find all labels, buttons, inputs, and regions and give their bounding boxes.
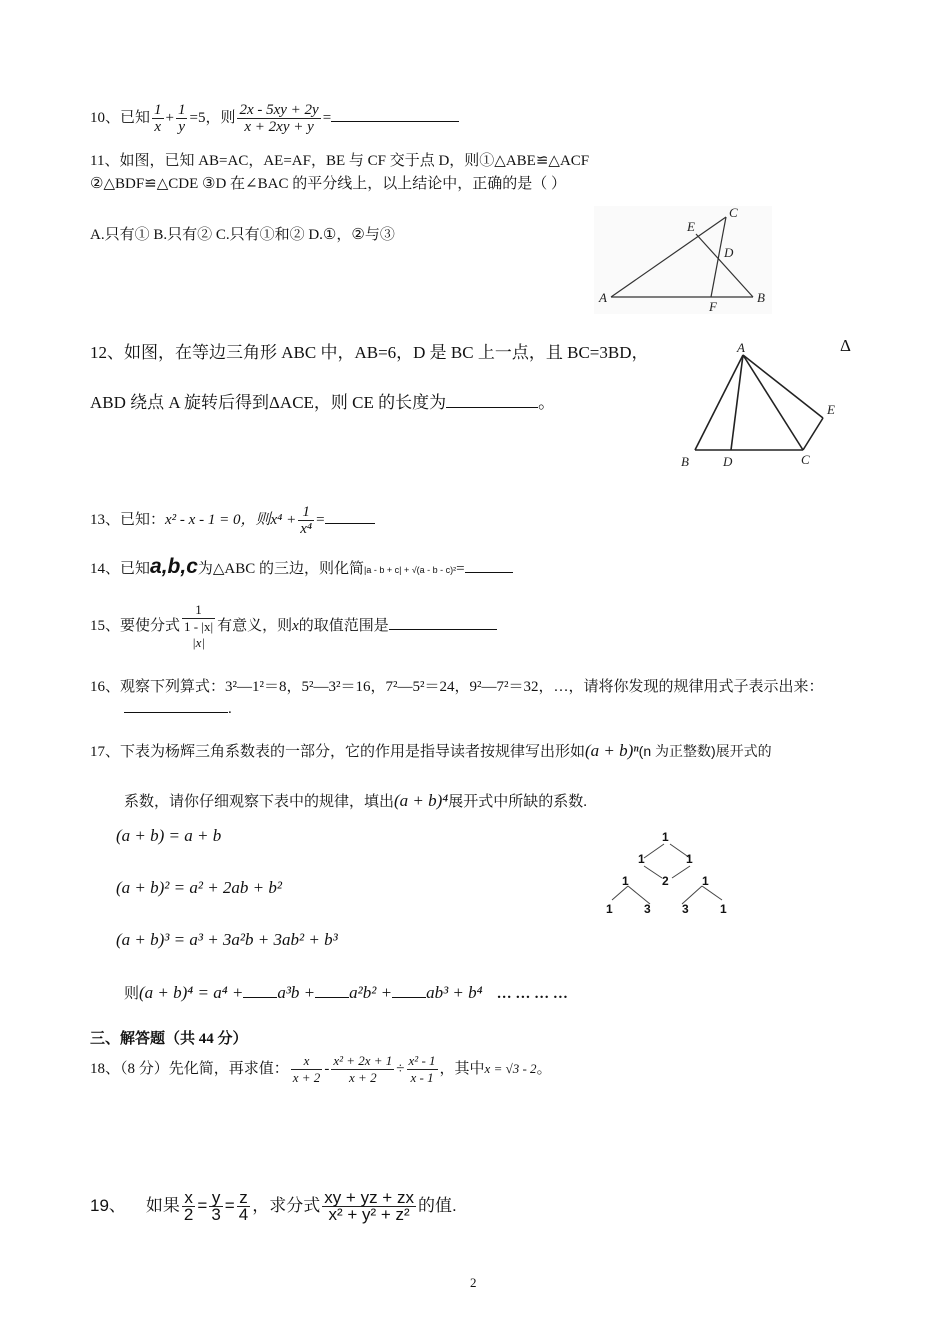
answer-blank-15[interactable]: [389, 615, 497, 630]
q10-fraction-1: $\frac{1}{x}$: [154, 102, 162, 135]
q17-eq-1: (a + b) = a + b: [116, 826, 222, 845]
label-A: A: [599, 290, 607, 305]
q10-prefix: 10、已知: [90, 109, 151, 126]
answer-blank-13[interactable]: [325, 509, 375, 524]
answer-blank-10[interactable]: [331, 107, 459, 122]
label-D: D: [724, 245, 734, 260]
question-13: 13、已知：x² - x - 1 = 0，则x⁴ + $\frac{1}{\text{x⁴}}$ =: [90, 504, 375, 537]
yang-hui-triangle: [598, 828, 738, 920]
triangle-cell: 1: [702, 874, 709, 888]
q11-triangle-figure: [593, 205, 773, 315]
q10-fraction-3: $\frac{2x - 5xy + 2y}{x + 2xy + y}$: [239, 102, 319, 135]
page-number: 2: [470, 1275, 477, 1290]
triangle-cell: 1: [606, 902, 613, 916]
answer-blank-17b[interactable]: [315, 983, 349, 998]
q12-line-2: ABD 绕点 A 旋转后得到ΔACE，则 CE 的长度为 。: [90, 393, 556, 412]
q19-ratio-y: $\frac{y}{3}$: [211, 1188, 221, 1224]
answer-blank-16[interactable]: [124, 698, 228, 713]
q17-eq-3: (a + b)³ = a³ + 3a²b + 3ab² + b³: [116, 930, 338, 949]
q11-line-2: ②△BDF≌△CDE ③D 在∠BAC 的平分线上，以上结论中，正确的是（ ）: [90, 176, 566, 192]
q15-fraction: 1 1 - |x| |x|: [184, 602, 214, 650]
label-C: C: [801, 452, 810, 467]
triangle-cell: 2: [662, 874, 669, 888]
q11-options: A.只有① B.只有② C.只有①和② D.①，②与③: [90, 227, 395, 243]
triangle-cell: 3: [644, 902, 651, 916]
q18-fraction-1: $\frac{x}{x + 2}$: [292, 1053, 321, 1085]
answer-blank-14[interactable]: [465, 558, 513, 573]
label-B: B: [681, 454, 689, 469]
label-D: D: [723, 454, 733, 469]
question-16-answer: .: [124, 698, 232, 718]
q13-fraction: $\frac{1}{\text{x⁴}}$: [300, 504, 313, 537]
q19-fraction: $\frac{xy + yz + zx}{\text{x² + y² + z²}}$: [324, 1188, 414, 1224]
answer-blank-17c[interactable]: [392, 983, 426, 998]
q16-text: 16、观察下列算式：3²—1²＝8，5²—3²＝16，7²—5²＝24，9²—7²＝32，…，请将你发现的规律用式子表示出来：: [90, 679, 824, 695]
triangle-cell: 1: [662, 830, 669, 844]
q19-ratio-x: $\frac{x}{2}$: [183, 1188, 194, 1224]
question-18: 18、（8 分）先化简，再求值： $\frac{x}{x + 2}$ - $\frac{\text{x² + 2x + 1}}{x + 2}$ ÷ $\frac{\text{x² - 1}}{x - 1}$ ，其中x = √3 - 2。: [90, 1053, 552, 1085]
q10-fraction-2: $\frac{1}{y}$: [177, 102, 186, 135]
section-3-title: 三、解答题（共 44 分）: [90, 1031, 248, 1047]
q11-line-1: 11、如图，已知 AB=AC，AE=AF，BE 与 CF 交于点 D，则①△ABE≌△ACF: [90, 153, 590, 169]
q17-eq-2: (a + b)² = a² + 2ab + b²: [116, 878, 282, 897]
q18-fraction-2: $\frac{\text{x² + 2x + 1}}{x + 2}$: [333, 1053, 393, 1085]
answer-blank-17a[interactable]: [243, 983, 277, 998]
label-C: C: [729, 205, 738, 220]
label-E: E: [827, 402, 835, 417]
q12-delta: Δ: [840, 336, 851, 355]
label-A: A: [737, 340, 745, 355]
answer-blank-12[interactable]: [446, 393, 538, 408]
label-B: B: [757, 290, 765, 305]
question-14: 14、已知a,b,c为△ABC 的三边，则化简|a - b + c| + √(a - b - c)²=: [90, 555, 513, 579]
q17-line-2: 系数，请你仔细观察下表中的规律，填出(a + b)⁴展开式中所缺的系数.: [124, 791, 587, 810]
triangle-cell: 1: [686, 852, 693, 866]
q12-triangle-figure: [675, 338, 845, 473]
question-19: 19、 如果 $\frac{x}{2}$ = $\frac{y}{3}$ = $\frac{z}{4}$ ，求分式 $\frac{xy + yz + zx}{\text{x² + y² + z²}}$ 的值.: [90, 1188, 457, 1224]
q18-fraction-3: $\frac{\text{x² - 1}}{x - 1}$: [408, 1053, 436, 1085]
q17-eq-4: 则(a + b)⁴ = a⁴ + a³b + a²b² + ab³ + b⁴ … … … …: [124, 983, 568, 1002]
triangle-cell: 1: [622, 874, 629, 888]
triangle-cell: 3: [682, 902, 689, 916]
triangle-cell: 1: [638, 852, 645, 866]
triangle-cell: 1: [720, 902, 727, 916]
q17-line-1: 17、下表为杨辉三角系数表的一部分，它的作用是指导读者按规律写出形如(a + b)ⁿ(n 为正整数)展开式的: [90, 741, 772, 760]
q12-line-1: 12、如图，在等边三角形 ABC 中，AB=6，D 是 BC 上一点，且 BC=3BD，: [90, 343, 649, 362]
question-10: 10、已知 $\frac{1}{x}$ + $\frac{1}{y}$ =5，则 $\frac{2x - 5xy + 2y}{x + 2xy + y}$ =: [90, 102, 459, 135]
label-F: F: [709, 299, 717, 314]
question-15: 15、要使分式 1 1 - |x| |x| 有意义，则x的取值范围是: [90, 602, 497, 651]
q19-ratio-z: $\frac{z}{4}$: [238, 1188, 249, 1224]
label-E: E: [687, 219, 695, 234]
